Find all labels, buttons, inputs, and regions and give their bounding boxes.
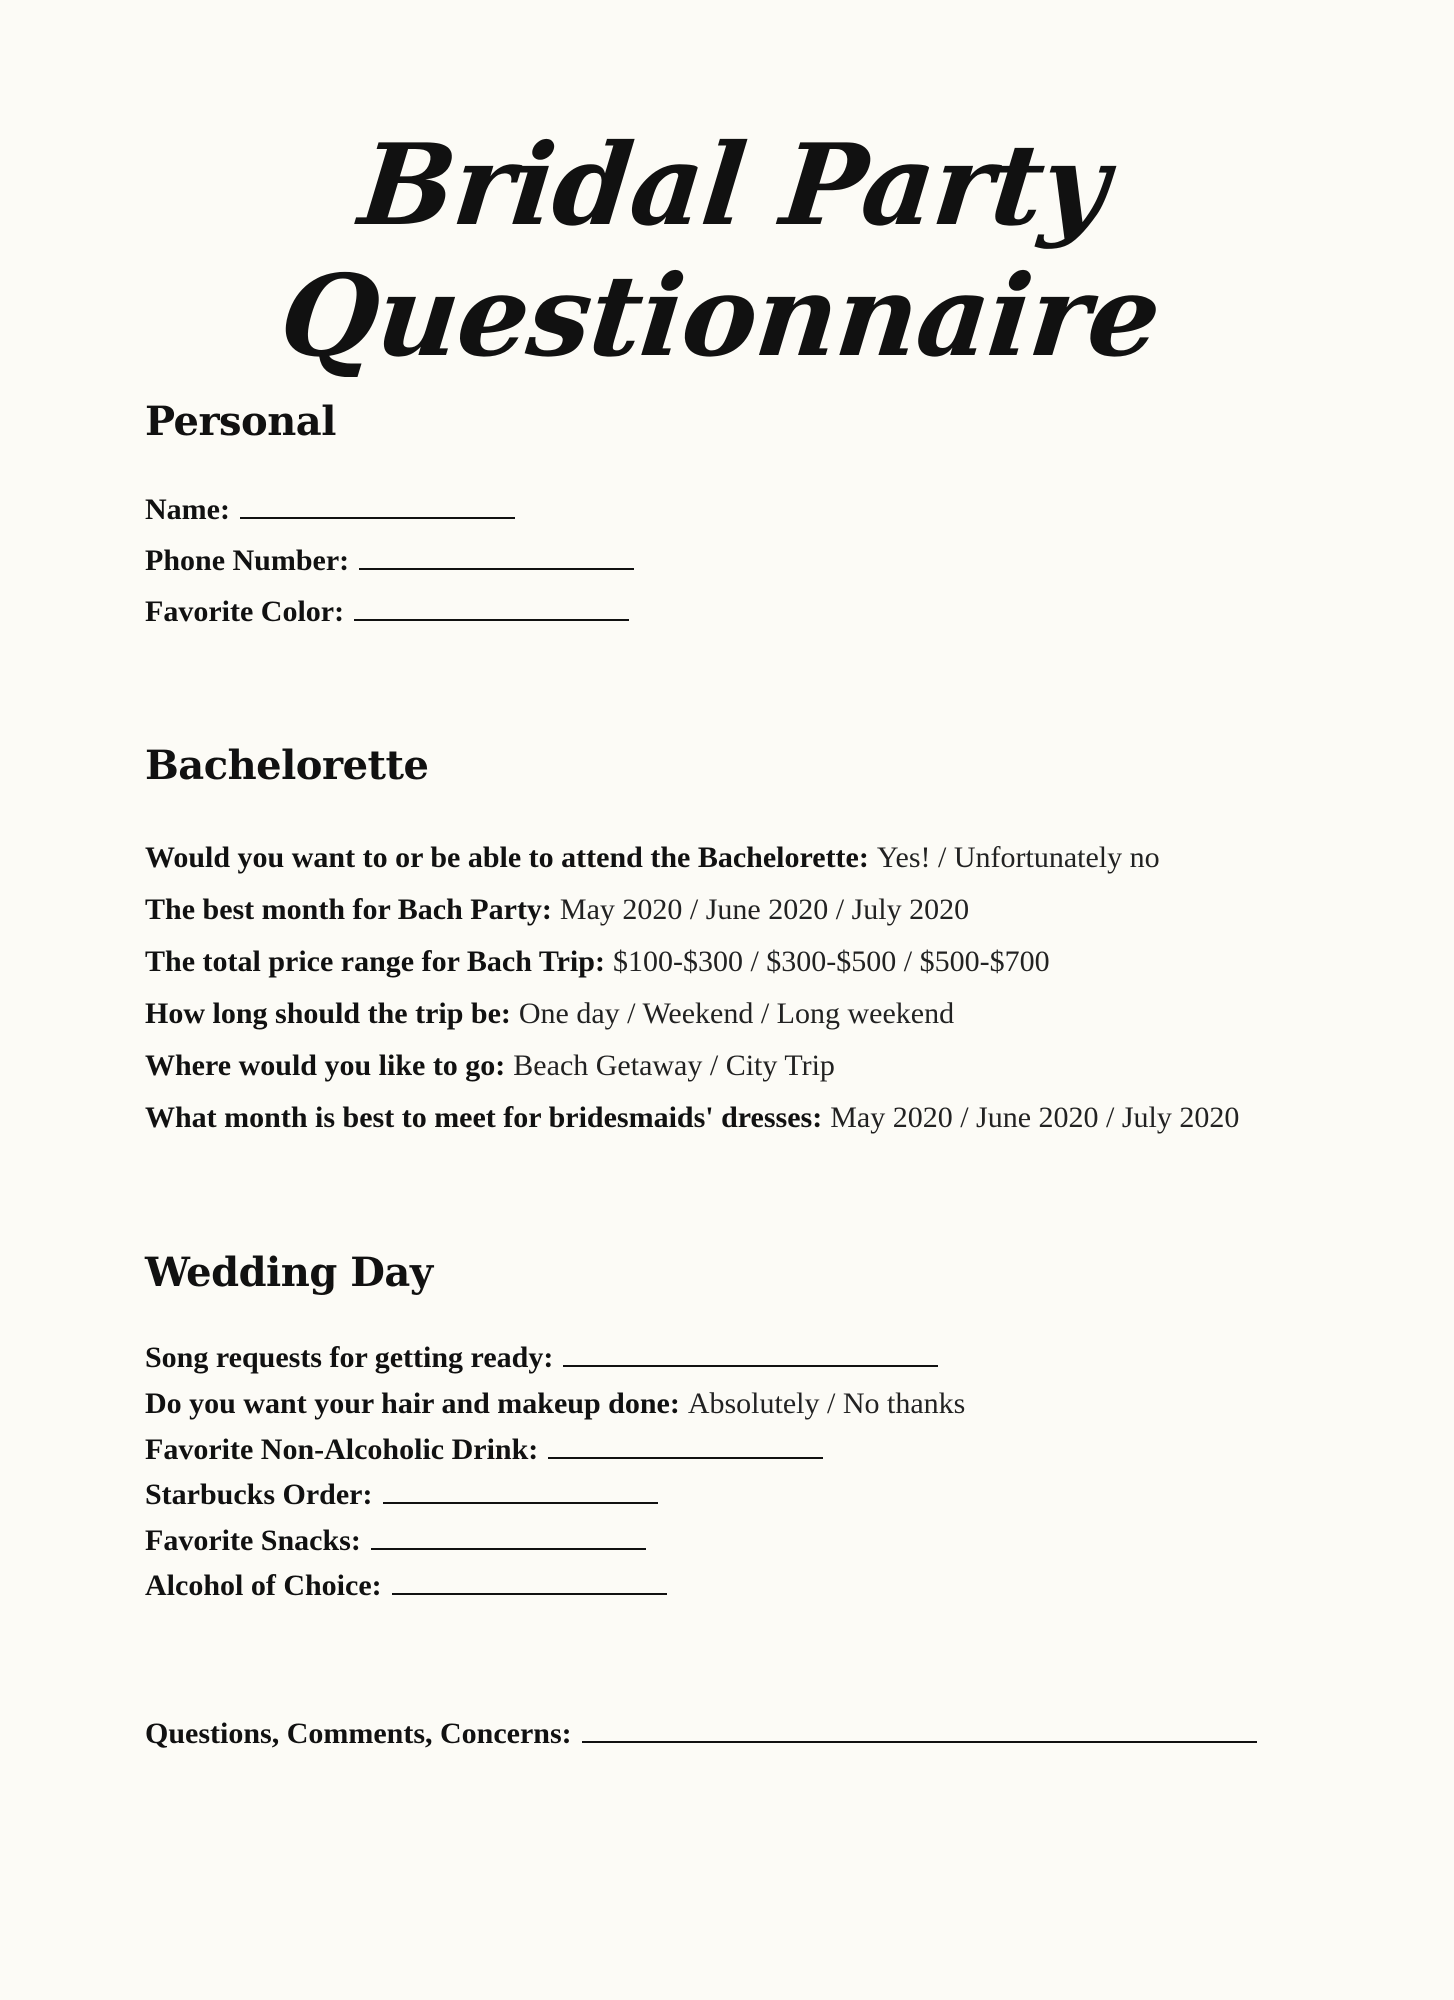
alcohol-row: [145, 1568, 667, 1604]
song-requests-label: Song requests for getting ready:: [145, 1341, 554, 1374]
comments-field[interactable]: [582, 1717, 1257, 1743]
question-label: The total price range for Bach Trip:: [145, 945, 605, 978]
question-label: The best month for Bach Party:: [145, 893, 552, 926]
non-alcoholic-row: [145, 1432, 823, 1468]
section-heading-personal: Personal: [145, 398, 336, 445]
question-label: How long should the trip be:: [145, 997, 511, 1030]
favorite-color-label: Favorite Color:: [145, 595, 345, 628]
question-options[interactable]: One day / Weekend / Long weekend: [518, 997, 955, 1030]
bach-question-destination: [145, 1048, 835, 1084]
non-alcoholic-field[interactable]: [548, 1433, 823, 1459]
phone-field[interactable]: [359, 544, 634, 570]
section-heading-wedding-day: Wedding Day: [145, 1249, 433, 1296]
bach-question-dresses: [145, 1100, 1239, 1136]
question-label: Would you want to or be able to attend the Bachelorette:: [145, 841, 869, 874]
bach-question-length: [145, 996, 954, 1032]
snacks-field[interactable]: [371, 1524, 646, 1550]
question-options[interactable]: Yes! / Unfortunately no: [876, 841, 1160, 874]
question-label: Where would you like to go:: [145, 1049, 506, 1082]
phone-label: Phone Number:: [145, 544, 350, 577]
hair-makeup-options[interactable]: Absolutely / No thanks: [687, 1387, 966, 1420]
question-options[interactable]: May 2020 / June 2020 / July 2020: [830, 1101, 1240, 1134]
alcohol-field[interactable]: [392, 1569, 667, 1595]
favorite-color-field[interactable]: [354, 595, 629, 621]
hair-makeup-label: Do you want your hair and makeup done:: [145, 1387, 680, 1420]
comments-row: [145, 1716, 1257, 1752]
snacks-row: [145, 1523, 646, 1559]
snacks-label: Favorite Snacks:: [145, 1524, 361, 1557]
question-options[interactable]: $100-$300 / $300-$500 / $500-$700: [612, 945, 1050, 978]
hair-makeup-row: [145, 1386, 965, 1422]
bach-question-price: [145, 944, 1050, 980]
starbucks-label: Starbucks Order:: [145, 1478, 373, 1511]
name-label: Name:: [145, 493, 230, 526]
starbucks-field[interactable]: [383, 1478, 658, 1504]
alcohol-label: Alcohol of Choice:: [145, 1569, 382, 1602]
question-options[interactable]: May 2020 / June 2020 / July 2020: [559, 893, 970, 926]
question-options[interactable]: Beach Getaway / City Trip: [513, 1049, 835, 1082]
name-field[interactable]: [240, 493, 515, 519]
comments-label: Questions, Comments, Concerns:: [145, 1717, 572, 1750]
name-field-row: [145, 492, 515, 528]
color-field-row: [145, 594, 629, 630]
bach-question-attend: [145, 840, 1160, 876]
question-label: What month is best to meet for bridesmaids' dresses:: [145, 1101, 823, 1134]
starbucks-row: [145, 1477, 658, 1513]
section-heading-bachelorette: Bachelorette: [145, 742, 429, 789]
bach-question-month: [145, 892, 969, 928]
non-alcoholic-label: Favorite Non-Alcoholic Drink:: [145, 1433, 539, 1466]
song-requests-row: [145, 1340, 938, 1376]
song-requests-field[interactable]: [563, 1341, 938, 1367]
phone-field-row: [145, 543, 634, 579]
page-title: Bridal Party Questionnaire: [274, 120, 1166, 382]
